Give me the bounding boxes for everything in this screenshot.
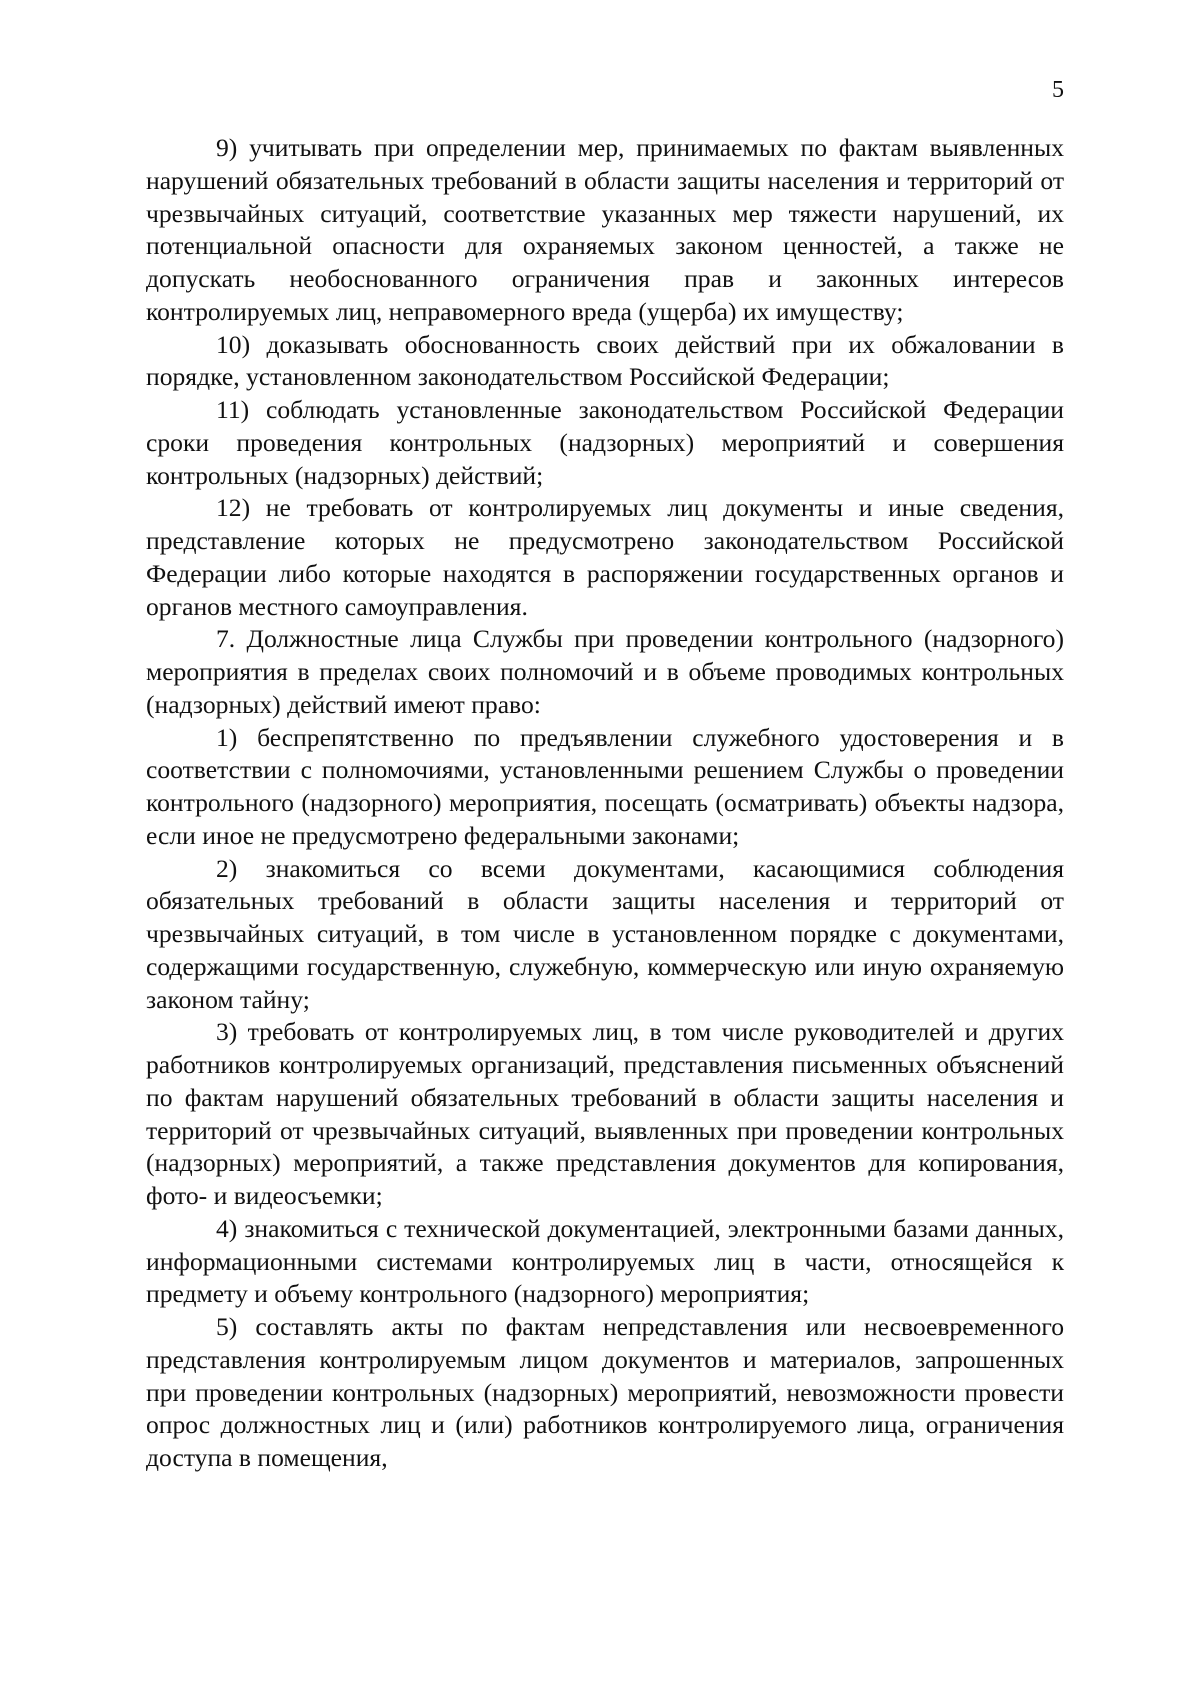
paragraph-item-10: 10) доказывать обоснованность своих действий при их обжаловании в порядке, установленном законодательством Российской Федерации; — [146, 329, 1064, 392]
page-number: 5 — [1052, 77, 1064, 103]
paragraph-item-12: 12) не требовать от контролируемых лиц документы и иные сведения, представление которых не предусмотрено законодательством Российской Федерации либо которые находятся в распоряжении государственных органов и органов местного самоуправления. — [146, 493, 1064, 621]
paragraph-right-1: 1) беспрепятственно по предъявлении служебного удостоверения и в соответствии с полномочиями, установленными решением Службы о проведении контрольного (надзорного) мероприятия, посещать (осматривать) объекты надзора, если иное не предусмотрено федеральными законами; — [146, 722, 1064, 850]
paragraph-item-11: 11) соблюдать установленные законодательством Российской Федерации сроки проведения контрольных (надзорных) мероприятий и совершения контрольных (надзорных) действий; — [146, 395, 1064, 490]
paragraph-section-7: 7. Должностные лица Службы при проведении контрольного (надзорного) мероприятия в пределах своих полномочий и в объеме проводимых контрольных (надзорных) действий имеют право: — [146, 624, 1064, 719]
paragraph-item-9: 9) учитывать при определении мер, принимаемых по фактам выявленных нарушений обязательных требований в области защиты населения и территорий от чрезвычайных ситуаций, соответствие указанных мер тяжести нарушений, их потенциальной опасности для охраняемых законом ценностей, а также не допускать необоснованного ограничения прав и законных интересов контролируемых лиц, неправомерного вреда (ущерба) их имуществу; — [146, 133, 1064, 326]
paragraph-right-2: 2) знакомиться со всеми документами, касающимися соблюдения обязательных требований в области защиты населения и территорий от чрезвычайных ситуаций, в том числе в установленном порядке с документами, содержащими государственную, служебную, коммерческую или иную охраняемую законом тайну; — [146, 853, 1064, 1014]
paragraph-right-3: 3) требовать от контролируемых лиц, в том числе руководителей и других работников контролируемых организаций, представления письменных объяснений по фактам нарушений обязательных требований в области защиты населения и территорий от чрезвычайных ситуаций, выявленных при проведении контрольных (надзорных) мероприятий, а также представления документов для копирования, фото- и видеосъемки; — [146, 1017, 1064, 1210]
paragraph-right-5: 5) составлять акты по фактам непредставления или несвоевременного представления контролируемым лицом документов и материалов, запрошенных при проведении контрольных (надзорных) мероприятий, невозможности провести опрос должностных лиц и (или) работников контролируемого лица, ограничения доступа в помещения, — [146, 1312, 1064, 1472]
document-body — [146, 132, 1064, 1475]
paragraph-right-4: 4) знакомиться с технической документацией, электронными базами данных, информационными системами контролируемых лиц в части, относящейся к предмету и объему контрольного (надзорного) мероприятия; — [146, 1213, 1064, 1309]
